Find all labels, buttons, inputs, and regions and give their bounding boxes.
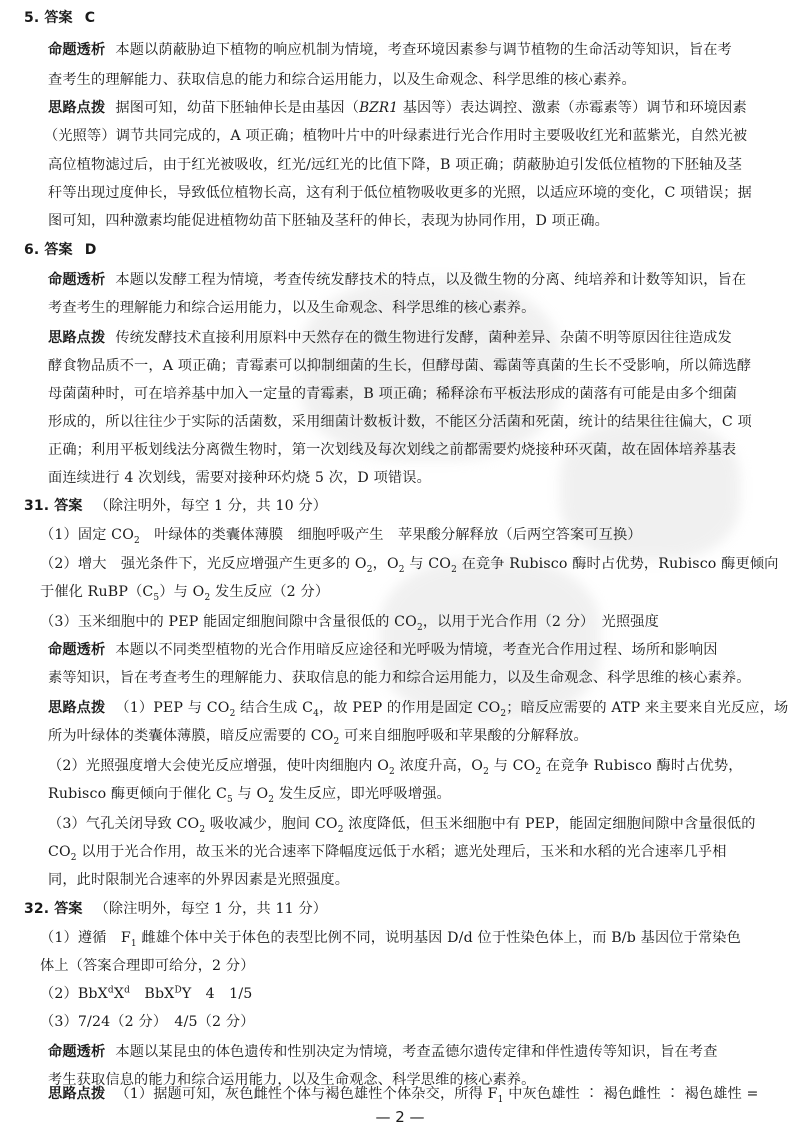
q6-analysis-line: 命题透析 本题以发酵工程为情境，考查传统发酵技术的特点，以及微生物的分离、纯培养和计数等知识，旨在 xyxy=(48,272,747,288)
q32-answer-1-cont: 体上（答案合理即可给分，2 分） xyxy=(40,958,255,974)
q5-hint-line: 秆等出现过度伸长，导致低位植物长高，这有利于低位植物吸收更多的光照，以适应环境的变化，C 项错误；据 xyxy=(48,185,752,201)
q5-analysis-line: 命题透析 本题以荫蔽胁迫下植物的响应机制为情境，考查环境因素参与调节植物的生命活动等知识，旨在考 xyxy=(48,42,732,58)
q6-header: 6. 答案 D xyxy=(24,242,97,258)
q5-hint-line: 思路点拨 据图可知，幼苗下胚轴伸长是由基因（BZR1 基因等）表达调控、激素（赤霉素等）调节和环境因素 xyxy=(48,100,747,116)
page-number: — 2 — xyxy=(375,1108,425,1126)
q31-hint-line: 所为叶绿体的类囊体薄膜，暗反应需要的 $CO_2$ 可来自细胞呼吸和苹果酸的分解释放。 xyxy=(48,728,588,747)
q32-analysis-line: 命题透析 本题以某昆虫的体色遗传和性别决定为情境，考查孟德尔遗传定律和伴性遗传等知识，旨在考查 xyxy=(48,1044,718,1060)
q6-hint-line: 母菌菌种时，可在培养基中加入一定量的青霉素，B 项正确；稀释涂布平板法形成的菌落有可能是由多个细菌 xyxy=(48,386,738,402)
q31-analysis-line: 素等知识，旨在考查考生的理解能力、获取信息的能力和综合运用能力，以及生命观念、科学思维的核心素养。 xyxy=(48,670,751,686)
q6-hint-line: 形成的，所以往往少于实际的活菌数，采用细菌计数板计数，不能区分活菌和死菌，统计的结果往往偏大，C 项 xyxy=(48,414,752,430)
q31-answer-2: （2）增大 强光条件下，光反应增强产生更多的 $O_2$，$O_2$ 与 $CO_2$ 在竞争 Rubisco 酶时占优势，Rubisco 酶更倾向 xyxy=(40,556,779,575)
q31-header: 31. 答案 （除注明外，每空 1 分，共 10 分） xyxy=(24,498,328,514)
q6-hint-line: 思路点拨 传统发酵技术直接利用原料中天然存在的微生物进行发酵，菌种差异、杂菌不明等原因往往造成发 xyxy=(48,330,732,346)
q5-hint-line: 高位植物滤过后，由于红光被吸收，红光/远红光的比值下降，B 项正确；荫蔽胁迫引发低位植物的下胚轴及茎 xyxy=(48,157,743,173)
q32-answer-1: （1）遵循 $F_1$ 雌雄个体中关于体色的表型比例不同，说明基因 D/d 位于性染色体上，而 B/b 基因位于常染色 xyxy=(40,930,741,949)
q31-answer-3: （3）玉米细胞中的 PEP 能固定细胞间隙中含量很低的 $CO_2$，以用于光合作用（2 分） 光照强度 xyxy=(40,614,659,633)
q5-hint-line: （光照等）调节共同完成的，A 项正确；植物叶片中的叶绿素进行光合作用时主要吸收红光和蓝紫光，自然光被 xyxy=(44,128,748,144)
q32-hint-line: 思路点拨 （1）据题可知，灰色雌性个体与褐色雄性个体杂交，所得 $F_1$ 中灰色雄性 ∶ 褐色雌性 ∶ 褐色雄性 = xyxy=(48,1086,759,1105)
q31-hint-line: （2）光照强度增大会使光反应增强，使叶肉细胞内 $O_2$ 浓度升高，$O_2$ 与 $CO_2$ 在竞争 Rubisco 酶时占优势， xyxy=(48,758,743,777)
q31-hint-line: 同，此时限制光合速率的外界因素是光照强度。 xyxy=(48,872,350,888)
q31-answer-2-cont: 于催化 $RuBP(C_5)$与 $O_2$ 发生反应（2 分） xyxy=(40,584,330,603)
q5-header: 5. 答案 C xyxy=(24,10,96,26)
q31-hint-line: $CO_2$ 以用于光合作用，故玉米的光合速率下降幅度远低于水稻；遮光处理后，玉米和水稻的光合速率几乎相 xyxy=(48,844,727,863)
q5-analysis-line: 查考生的理解能力、获取信息的能力和综合运用能力，以及生命观念、科学思维的核心素养。 xyxy=(48,72,636,88)
q6-hint-line: 酵食物品质不一，A 项正确；青霉素可以抑制细菌的生长，但酵母菌、霉菌等真菌的生长不受影响，所以筛选酵 xyxy=(48,358,752,374)
q6-hint-line: 正确；利用平板划线法分离微生物时，第一次划线及每次划线之前都需要灼烧接种环灭菌，故在固体培养基表 xyxy=(48,442,737,458)
q32-answer-2: $(2)BbX^dX^d$ BbX$^D$Y 4 1/5 xyxy=(40,985,253,1002)
q31-hint-line: 思路点拨 （1）PEP 与 $CO_2$ 结合生成 $C_4$，故 PEP 的作用是固定 $CO_2$；暗反应需要的 ATP 来主要来自光反应，场 xyxy=(48,700,789,719)
q31-hint-line: （3）气孔关闭导致 $CO_2$ 吸收减少，胞间 $CO_2$ 浓度降低，但玉米细胞中有 PEP，能固定细胞间隙中含量很低的 xyxy=(48,816,756,835)
q31-hint-line: Rubisco 酶更倾向于催化 $C_5$ 与 $O_2$ 发生反应，即光呼吸增强。 xyxy=(48,786,451,805)
q5-hint-line: 图可知，四种激素均能促进植物幼苗下胚轴及茎秆的伸长，表现为协同作用，D 项正确。 xyxy=(48,213,610,229)
q32-analysis-line: 考生获取信息的能力和综合运用能力，以及生命观念、科学思维的核心素养。 xyxy=(48,1072,536,1088)
q31-analysis-line: 命题透析 本题以不同类型植物的光合作用暗反应途径和光呼吸为情境，考查光合作用过程、场所和影响因 xyxy=(48,642,718,658)
q32-header: 32. 答案 （除注明外，每空 1 分，共 11 分） xyxy=(24,901,328,917)
q32-answer-3: （3）7/24（2 分） 4/5（2 分） xyxy=(40,1014,255,1030)
q31-answer-1: （1）固定 $CO_2$ 叶绿体的类囊体薄膜 细胞呼吸产生 苹果酸分解释放（后两空答案可互换） xyxy=(40,527,642,546)
q6-analysis-line: 考查考生的理解能力和综合运用能力，以及生命观念、科学思维的核心素养。 xyxy=(48,300,536,316)
q6-hint-line: 面连续进行 4 次划线，需要对接种环灼烧 5 次，D 项错误。 xyxy=(48,470,431,486)
